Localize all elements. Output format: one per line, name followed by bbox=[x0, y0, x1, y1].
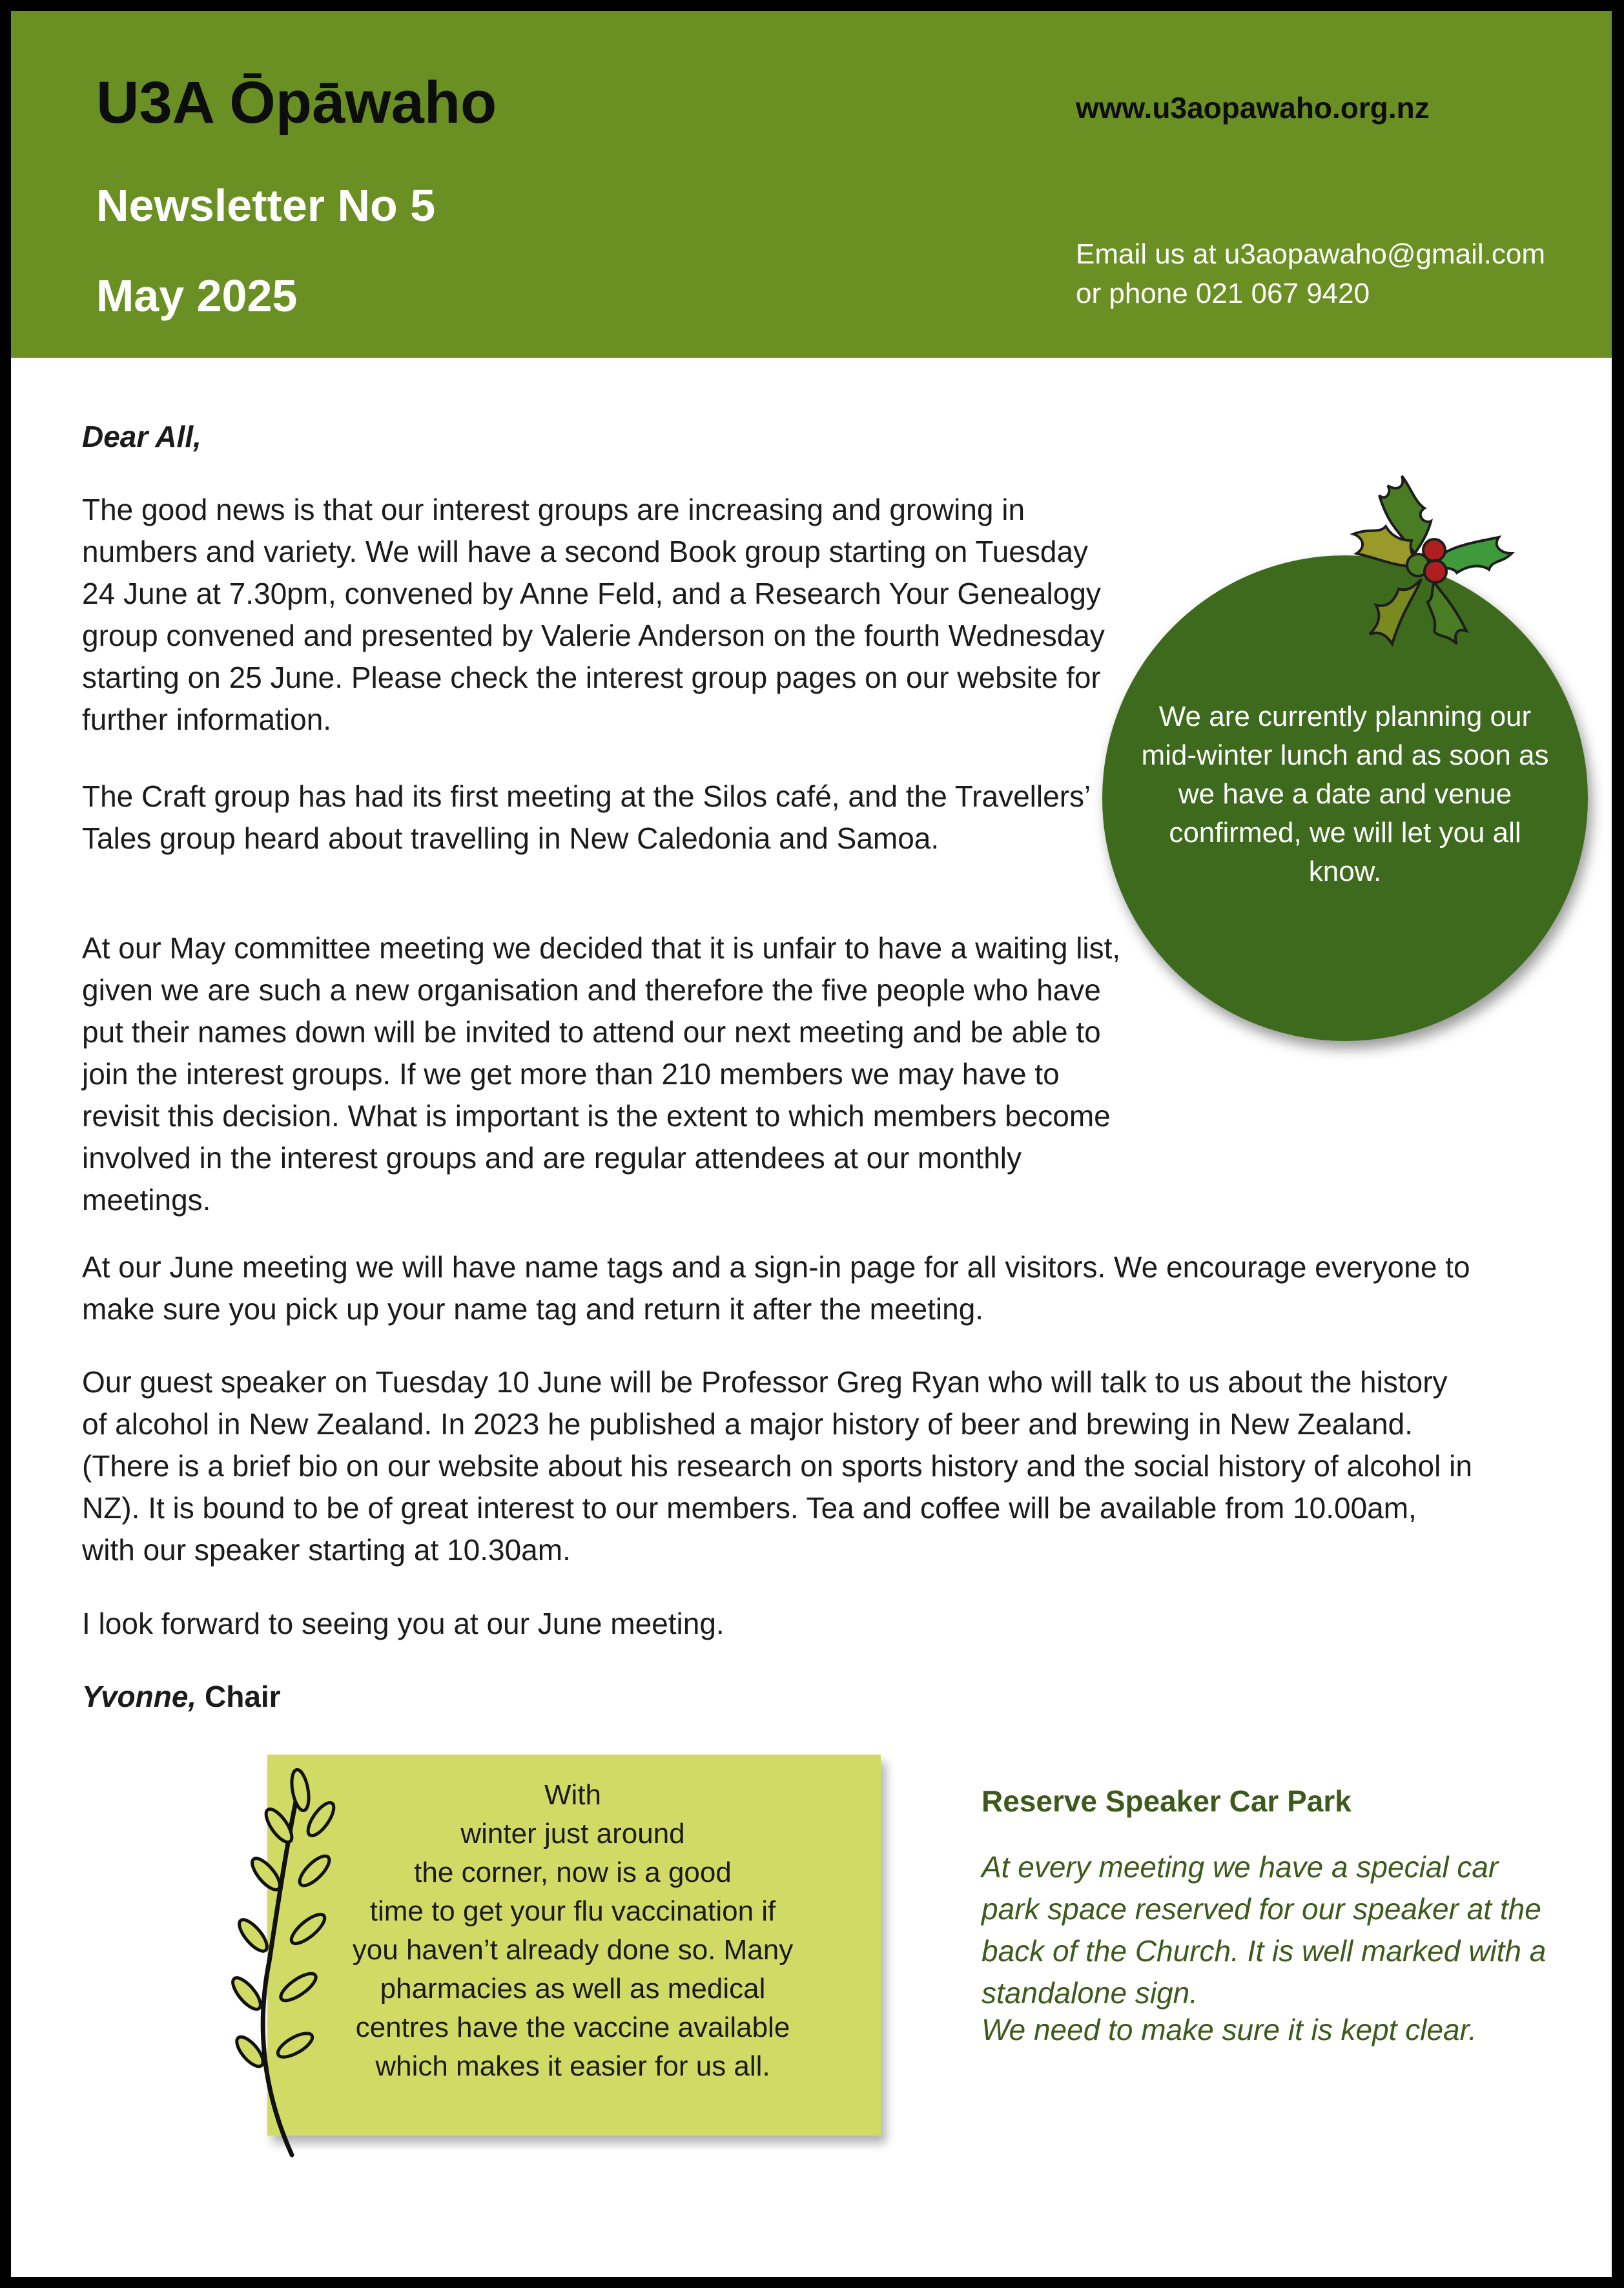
contact-info bbox=[1076, 235, 1545, 313]
lunch-callout-text: We are currently planning our mid-winter lunch and as soon as we have a date and venue confirmed, we will let you all know. bbox=[1141, 701, 1549, 887]
phone-line: or phone 021 067 9420 bbox=[1076, 277, 1370, 309]
newsletter-page bbox=[11, 11, 1612, 2277]
signature-name: Yvonne, bbox=[82, 1680, 197, 1713]
signature-role: Chair bbox=[196, 1680, 281, 1713]
car-park-text: At every meeting we have a special car park space reserved for our speaker at the back of the Church. It is well marked with a standalone sign. bbox=[982, 1850, 1547, 2010]
signature bbox=[82, 1676, 281, 1718]
paragraph-closing: I look forward to seeing you at our June meeting. bbox=[82, 1607, 725, 1640]
flu-note-line: centres have the vaccine available bbox=[355, 2012, 790, 2043]
header-banner bbox=[11, 11, 1612, 358]
paragraph-craft-group: The Craft group has had its first meeting at the Silos café, and the Travellers’ Tales group heard about travelling in New Caledonia and Samoa. bbox=[82, 779, 1090, 855]
email-line[interactable]: Email us at u3aopawaho@gmail.com bbox=[1076, 238, 1546, 270]
greeting: Dear All, bbox=[82, 420, 201, 453]
flu-note-line: winter just around bbox=[460, 1818, 685, 1850]
car-park-heading: Reserve Speaker Car Park bbox=[982, 1784, 1352, 1818]
flu-note-line: the corner, now is a good bbox=[414, 1857, 732, 1888]
paragraph-interest-groups: The good news is that our interest groups are increasing and growing in numbers and variety. We will have a second Book group starting on Tuesday 24 June at 7.30pm, convened by Anne Feld, and a Research Your Genealogy group convened and presented by Valerie Anderson on the fourth Wednesday starting on 25 June. Please check the interest group pages on our website for further information. bbox=[82, 493, 1105, 736]
paragraph-guest-speaker: Our guest speaker on Tuesday 10 June will be Professor Greg Ryan who will talk to us about the history of alcohol in New Zealand. In 2023 he published a major history of beer and brewing in New Zealand. (There is a brief bio on our website about his research on sports history and the social history of alcohol in NZ). It is bound to be of great interest to our members. Tea and coffee will be available from 10.00am, with our speaker starting at 10.30am. bbox=[82, 1365, 1472, 1567]
flu-note-line: pharmacies as well as medical bbox=[380, 1973, 766, 2005]
flu-note-line: which makes it easier for us all. bbox=[375, 2050, 770, 2082]
flu-note-line: time to get your flu vaccination if bbox=[369, 1895, 776, 1927]
org-title: U3A Ōpāwaho bbox=[96, 70, 497, 136]
paragraph-name-tags: At our June meeting we will have name tags and a sign-in page for all visitors. We encourage everyone to make sure you pick up your name tag and return it after the meeting. bbox=[82, 1250, 1470, 1326]
website-link[interactable]: www.u3aopawaho.org.nz bbox=[1076, 91, 1430, 125]
paragraph-waiting-list: At our May committee meeting we decided that it is unfair to have a waiting list, given we are such a new organisation and therefore the five people who have put their names down will be invited to attend our next meeting and be able to join the interest groups. If we get more than 210 members we may have to revisit this decision. What is important is the extent to which members become involved in the interest groups and are regular attendees at our monthly meetings. bbox=[82, 931, 1121, 1217]
newsletter-date: May 2025 bbox=[96, 271, 298, 321]
flu-note-line: you haven’t already done so. Many bbox=[352, 1934, 794, 1966]
holly-icon bbox=[1318, 457, 1563, 663]
car-park-reminder: We need to make sure it is kept clear. bbox=[982, 2013, 1477, 2046]
newsletter-number: Newsletter No 5 bbox=[96, 180, 436, 231]
leaf-sprig-icon bbox=[224, 1768, 347, 2161]
flu-note-text bbox=[321, 1776, 825, 2086]
flu-note-line: With bbox=[544, 1779, 601, 1811]
